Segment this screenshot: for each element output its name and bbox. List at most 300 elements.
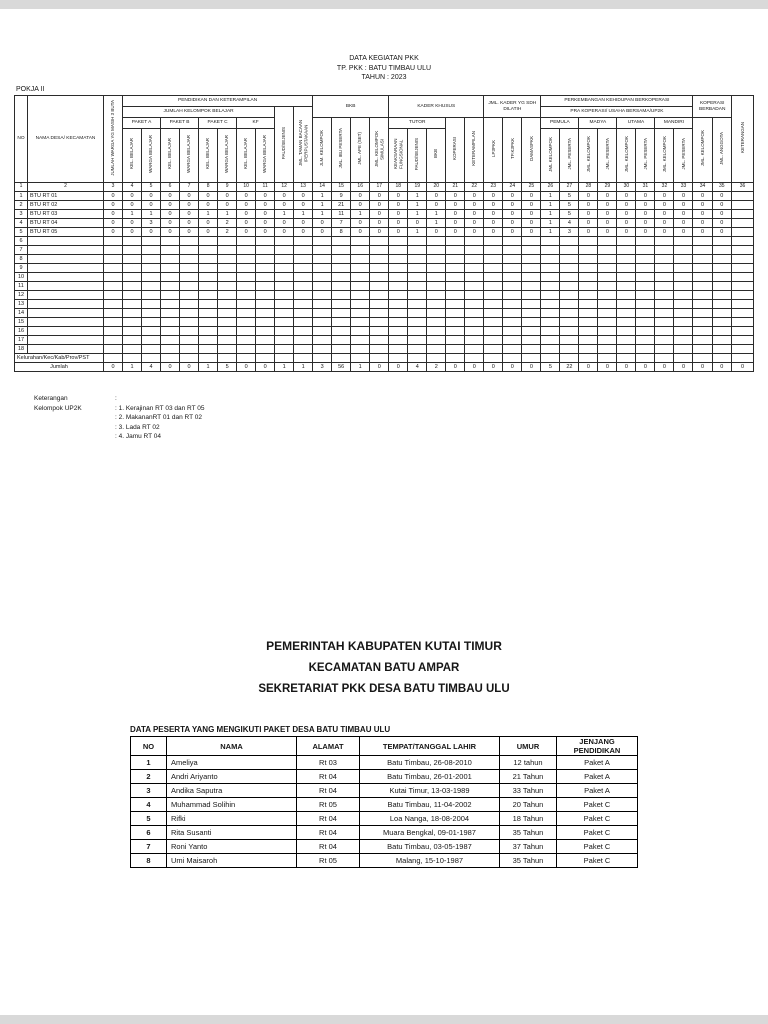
- desa-name-cell: [28, 281, 104, 290]
- column-number: 25: [522, 182, 541, 191]
- participant-cell: Ameliya: [167, 756, 297, 770]
- value-cell: [598, 299, 617, 308]
- value-cell: [275, 272, 294, 281]
- value-cell: [712, 290, 732, 299]
- value-cell: [617, 236, 636, 245]
- value-cell: [104, 245, 123, 254]
- value-cell: [674, 245, 693, 254]
- value-cell: [218, 335, 237, 344]
- value-cell: 1: [541, 191, 560, 200]
- table-row: [15, 344, 754, 353]
- value-cell: [674, 344, 693, 353]
- value-cell: [636, 290, 655, 299]
- value-cell: [332, 236, 351, 245]
- value-cell: [560, 236, 579, 245]
- value-cell: [256, 335, 275, 344]
- vertical-header-label: JUMLAH WARGA YG MASIH 3 BUTA: [110, 99, 116, 176]
- kelompok-up2k-label: Kelompok UP2K: [34, 404, 82, 412]
- value-cell: [351, 245, 370, 254]
- value-cell: [674, 272, 693, 281]
- value-cell: [732, 191, 754, 200]
- value-cell: [560, 254, 579, 263]
- value-cell: [351, 308, 370, 317]
- value-cell: 0: [256, 218, 275, 227]
- value-cell: [560, 272, 579, 281]
- value-cell: [180, 263, 199, 272]
- header-cell: [446, 118, 465, 183]
- value-cell: [541, 290, 560, 299]
- value-cell: 0: [446, 191, 465, 200]
- value-cell: [465, 344, 484, 353]
- value-cell: 0: [199, 200, 218, 209]
- value-cell: [123, 236, 142, 245]
- row-number-cell: 2: [15, 200, 28, 209]
- header-cell: [712, 118, 732, 183]
- value-cell: [351, 317, 370, 326]
- value-cell: 0: [522, 227, 541, 236]
- value-cell: [256, 326, 275, 335]
- column-number: 5: [142, 182, 161, 191]
- value-cell: [313, 344, 332, 353]
- value-cell: [446, 272, 465, 281]
- value-cell: [427, 353, 446, 362]
- column-header: TEMPAT/TANGGAL LAHIR: [360, 737, 500, 756]
- value-cell: 1: [123, 362, 142, 371]
- value-cell: [370, 263, 389, 272]
- value-cell: [199, 290, 218, 299]
- value-cell: [123, 335, 142, 344]
- column-header: JENJANG PENDIDIKAN: [557, 737, 638, 756]
- value-cell: [732, 236, 754, 245]
- value-cell: 0: [693, 191, 712, 200]
- value-cell: [617, 308, 636, 317]
- value-cell: [313, 326, 332, 335]
- value-cell: [351, 344, 370, 353]
- value-cell: 0: [693, 218, 712, 227]
- value-cell: 4: [408, 362, 427, 371]
- value-cell: [370, 353, 389, 362]
- value-cell: [389, 245, 408, 254]
- value-cell: 0: [579, 209, 598, 218]
- value-cell: 0: [636, 362, 655, 371]
- value-cell: [161, 245, 180, 254]
- value-cell: [446, 245, 465, 254]
- value-cell: [674, 326, 693, 335]
- value-cell: [161, 335, 180, 344]
- value-cell: 0: [617, 362, 636, 371]
- value-cell: [161, 254, 180, 263]
- value-cell: [617, 281, 636, 290]
- value-cell: 0: [484, 227, 503, 236]
- value-cell: 0: [503, 362, 522, 371]
- value-cell: [636, 308, 655, 317]
- value-cell: [237, 290, 256, 299]
- value-cell: 0: [351, 218, 370, 227]
- row-number-cell: 8: [15, 254, 28, 263]
- column-number: 30: [617, 182, 636, 191]
- value-cell: [732, 353, 754, 362]
- participant-cell: Rita Susanti: [167, 826, 297, 840]
- value-cell: [693, 281, 712, 290]
- value-cell: [218, 326, 237, 335]
- participant-cell: Paket C: [557, 826, 638, 840]
- value-cell: 0: [199, 218, 218, 227]
- value-cell: [351, 236, 370, 245]
- row-number-cell: 14: [15, 308, 28, 317]
- value-cell: 0: [503, 200, 522, 209]
- vertical-header-label: KOPERASI: [452, 136, 458, 160]
- value-cell: [693, 344, 712, 353]
- value-cell: 0: [351, 200, 370, 209]
- value-cell: [712, 263, 732, 272]
- value-cell: 0: [237, 209, 256, 218]
- value-cell: [199, 335, 218, 344]
- desa-name-cell: [28, 290, 104, 299]
- value-cell: [294, 317, 313, 326]
- column-number: 24: [503, 182, 522, 191]
- value-cell: [712, 254, 732, 263]
- value-cell: [370, 281, 389, 290]
- vertical-header-label: JML. KELOMPOK: [699, 130, 705, 167]
- header-cell: KOPERASI BERBADAN: [693, 96, 732, 118]
- value-cell: [732, 335, 754, 344]
- value-cell: [161, 353, 180, 362]
- value-cell: [199, 317, 218, 326]
- value-cell: [484, 317, 503, 326]
- value-cell: [560, 317, 579, 326]
- value-cell: [522, 308, 541, 317]
- column-number: 17: [370, 182, 389, 191]
- participant-cell: Rt 04: [297, 784, 360, 798]
- column-header: NO: [131, 737, 167, 756]
- value-cell: [294, 299, 313, 308]
- value-cell: 5: [218, 362, 237, 371]
- value-cell: [142, 317, 161, 326]
- value-cell: [598, 254, 617, 263]
- value-cell: 0: [104, 218, 123, 227]
- desa-name-cell: [28, 272, 104, 281]
- value-cell: [332, 272, 351, 281]
- value-cell: 0: [142, 200, 161, 209]
- header-cell: [522, 118, 541, 183]
- value-cell: 0: [104, 209, 123, 218]
- value-cell: 0: [693, 362, 712, 371]
- participant-cell: Muhammad Solihin: [167, 798, 297, 812]
- value-cell: [275, 317, 294, 326]
- value-cell: 7: [332, 218, 351, 227]
- value-cell: [636, 353, 655, 362]
- keterangan-item: : 3. Lada RT 02: [115, 423, 160, 431]
- value-cell: [294, 254, 313, 263]
- value-cell: [389, 263, 408, 272]
- participant-cell: 33 Tahun: [500, 784, 557, 798]
- value-cell: [180, 245, 199, 254]
- participant-cell: Paket C: [557, 812, 638, 826]
- participants-title: DATA PESERTA YANG MENGIKUTI PAKET DESA BATU TIMBAU ULU: [130, 725, 391, 734]
- value-cell: [579, 254, 598, 263]
- value-cell: 0: [579, 227, 598, 236]
- value-cell: [427, 335, 446, 344]
- value-cell: 0: [484, 191, 503, 200]
- value-cell: [123, 290, 142, 299]
- letterhead: [0, 639, 768, 695]
- participant-cell: Roni Yanto: [167, 840, 297, 854]
- value-cell: 0: [522, 218, 541, 227]
- value-cell: [655, 290, 674, 299]
- value-cell: [142, 344, 161, 353]
- header-cell: PRA KOPERASI/ USAHA BERSAMA/UP2K: [541, 107, 693, 118]
- value-cell: 0: [484, 209, 503, 218]
- value-cell: [446, 299, 465, 308]
- value-cell: [218, 344, 237, 353]
- value-cell: [256, 272, 275, 281]
- value-cell: [598, 308, 617, 317]
- value-cell: 0: [674, 191, 693, 200]
- value-cell: 0: [446, 362, 465, 371]
- value-cell: [503, 308, 522, 317]
- value-cell: [104, 344, 123, 353]
- column-number: 32: [655, 182, 674, 191]
- row-number-cell: 7: [15, 245, 28, 254]
- value-cell: 0: [104, 191, 123, 200]
- value-cell: 0: [636, 218, 655, 227]
- value-cell: [256, 344, 275, 353]
- participant-cell: 5: [131, 812, 167, 826]
- value-cell: [408, 290, 427, 299]
- value-cell: 0: [294, 227, 313, 236]
- participant-cell: Paket C: [557, 840, 638, 854]
- participant-row: [131, 770, 638, 784]
- row-number-cell: 18: [15, 344, 28, 353]
- header-cell: JML. KADER YG SDH DILATIH: [484, 96, 541, 118]
- value-cell: [503, 326, 522, 335]
- value-cell: 21: [332, 200, 351, 209]
- value-cell: [313, 263, 332, 272]
- vertical-header-label: JML. TAMAN BACAAN /PERPUSTAKAAN: [297, 119, 309, 167]
- column-number: 31: [636, 182, 655, 191]
- participant-cell: Rt 04: [297, 826, 360, 840]
- value-cell: [732, 227, 754, 236]
- header-cell: [636, 129, 655, 183]
- value-cell: [351, 290, 370, 299]
- value-cell: [332, 263, 351, 272]
- value-cell: [446, 335, 465, 344]
- value-cell: [180, 308, 199, 317]
- vertical-header-label: WARGA BELAJAR: [262, 135, 268, 173]
- value-cell: [427, 326, 446, 335]
- desa-name-cell: BTU RT 02: [28, 200, 104, 209]
- value-cell: 1: [541, 218, 560, 227]
- participant-row: [131, 840, 638, 854]
- value-cell: [674, 308, 693, 317]
- value-cell: 1: [351, 362, 370, 371]
- value-cell: [408, 317, 427, 326]
- value-cell: [598, 290, 617, 299]
- value-cell: [522, 245, 541, 254]
- column-number: 4: [123, 182, 142, 191]
- value-cell: [503, 281, 522, 290]
- doc-title: DATA KEGIATAN PKK: [349, 55, 419, 62]
- value-cell: [465, 308, 484, 317]
- value-cell: 0: [579, 200, 598, 209]
- value-cell: 0: [275, 200, 294, 209]
- header-cell: [674, 129, 693, 183]
- value-cell: [484, 353, 503, 362]
- column-number: 22: [465, 182, 484, 191]
- value-cell: [560, 245, 579, 254]
- column-number: 3: [104, 182, 123, 191]
- vertical-header-label: JML. KELOMPOK: [661, 135, 667, 173]
- value-cell: 0: [427, 191, 446, 200]
- desa-name-cell: [28, 254, 104, 263]
- value-cell: [712, 317, 732, 326]
- row-number-cell: 15: [15, 317, 28, 326]
- value-cell: [636, 317, 655, 326]
- document-header: [0, 54, 768, 83]
- value-cell: [313, 281, 332, 290]
- value-cell: [732, 317, 754, 326]
- value-cell: [712, 308, 732, 317]
- value-cell: [636, 326, 655, 335]
- value-cell: [408, 299, 427, 308]
- value-cell: 5: [560, 209, 579, 218]
- value-cell: 0: [256, 362, 275, 371]
- vertical-header-label: KEAKSARAAN FUNGSIONAL: [392, 138, 404, 170]
- value-cell: [294, 335, 313, 344]
- value-cell: [674, 281, 693, 290]
- value-cell: [541, 308, 560, 317]
- doc-subtitle-tahun: TAHUN : 2023: [361, 74, 407, 81]
- value-cell: [199, 263, 218, 272]
- value-cell: [655, 353, 674, 362]
- value-cell: 0: [674, 362, 693, 371]
- keterangan-row: [34, 394, 205, 404]
- value-cell: 0: [446, 200, 465, 209]
- doc-subtitle-tp-pkk: TP. PKK : BATU TIMBAU ULU: [336, 64, 432, 72]
- value-cell: [693, 290, 712, 299]
- vertical-header-label: KEL. BELAJAR: [129, 138, 135, 170]
- header-cell: NO: [15, 96, 28, 183]
- vertical-header-label: JML. KELOMPOK: [623, 135, 629, 173]
- vertical-header-label: PAUD/SEJENIS: [281, 126, 287, 160]
- value-cell: 0: [598, 362, 617, 371]
- document-page: [0, 9, 768, 1015]
- value-cell: [256, 290, 275, 299]
- header-cell: [161, 129, 180, 183]
- value-cell: 8: [332, 227, 351, 236]
- header-cell: PEMULA: [541, 118, 579, 129]
- value-cell: [351, 272, 370, 281]
- value-cell: [180, 335, 199, 344]
- value-cell: [598, 245, 617, 254]
- value-cell: [503, 236, 522, 245]
- value-cell: 0: [199, 191, 218, 200]
- value-cell: [370, 299, 389, 308]
- value-cell: 1: [199, 209, 218, 218]
- table-row: [15, 326, 754, 335]
- participant-cell: 8: [131, 854, 167, 868]
- value-cell: [636, 344, 655, 353]
- table-row: [15, 281, 754, 290]
- column-number: 14: [313, 182, 332, 191]
- participant-cell: Batu Timbau, 26-08-2010: [360, 756, 500, 770]
- value-cell: 0: [427, 200, 446, 209]
- column-number: 13: [294, 182, 313, 191]
- participant-cell: Muara Bengkal, 09-01-1987: [360, 826, 500, 840]
- header-cell: [503, 118, 522, 183]
- value-cell: [617, 254, 636, 263]
- value-cell: 0: [370, 218, 389, 227]
- participant-cell: 4: [131, 798, 167, 812]
- value-cell: [275, 299, 294, 308]
- value-cell: [218, 272, 237, 281]
- value-cell: [218, 281, 237, 290]
- value-cell: [199, 245, 218, 254]
- participants-table: [130, 736, 638, 868]
- value-cell: [123, 272, 142, 281]
- header-cell: [332, 118, 351, 183]
- participant-row: [131, 812, 638, 826]
- value-cell: [161, 290, 180, 299]
- row-number-cell: 13: [15, 299, 28, 308]
- value-cell: [655, 317, 674, 326]
- value-cell: 1: [427, 209, 446, 218]
- value-cell: [199, 353, 218, 362]
- value-cell: [636, 254, 655, 263]
- value-cell: 2: [218, 227, 237, 236]
- value-cell: 0: [446, 227, 465, 236]
- header-cell: KF: [237, 118, 275, 129]
- value-cell: [313, 290, 332, 299]
- value-cell: [579, 272, 598, 281]
- value-cell: [693, 335, 712, 344]
- participant-cell: 37 Tahun: [500, 840, 557, 854]
- value-cell: [693, 263, 712, 272]
- value-cell: [560, 353, 579, 362]
- value-cell: 0: [389, 209, 408, 218]
- value-cell: 1: [541, 200, 560, 209]
- value-cell: [370, 317, 389, 326]
- value-cell: [484, 236, 503, 245]
- value-cell: [712, 353, 732, 362]
- value-cell: [636, 299, 655, 308]
- value-cell: [142, 254, 161, 263]
- value-cell: [199, 236, 218, 245]
- value-cell: [161, 308, 180, 317]
- value-cell: [294, 353, 313, 362]
- table-row: [15, 254, 754, 263]
- value-cell: 0: [655, 362, 674, 371]
- value-cell: 0: [237, 200, 256, 209]
- header-cell: [598, 129, 617, 183]
- desa-name-cell: [28, 326, 104, 335]
- value-cell: 1: [408, 209, 427, 218]
- value-cell: [484, 335, 503, 344]
- value-cell: [598, 236, 617, 245]
- value-cell: [732, 281, 754, 290]
- value-cell: 0: [712, 227, 732, 236]
- table-row: [15, 227, 754, 236]
- value-cell: [142, 272, 161, 281]
- value-cell: 56: [332, 362, 351, 371]
- participant-cell: 12 tahun: [500, 756, 557, 770]
- value-cell: [294, 344, 313, 353]
- desa-name-cell: [28, 245, 104, 254]
- value-cell: [655, 335, 674, 344]
- value-cell: [636, 263, 655, 272]
- value-cell: 0: [370, 200, 389, 209]
- value-cell: [104, 281, 123, 290]
